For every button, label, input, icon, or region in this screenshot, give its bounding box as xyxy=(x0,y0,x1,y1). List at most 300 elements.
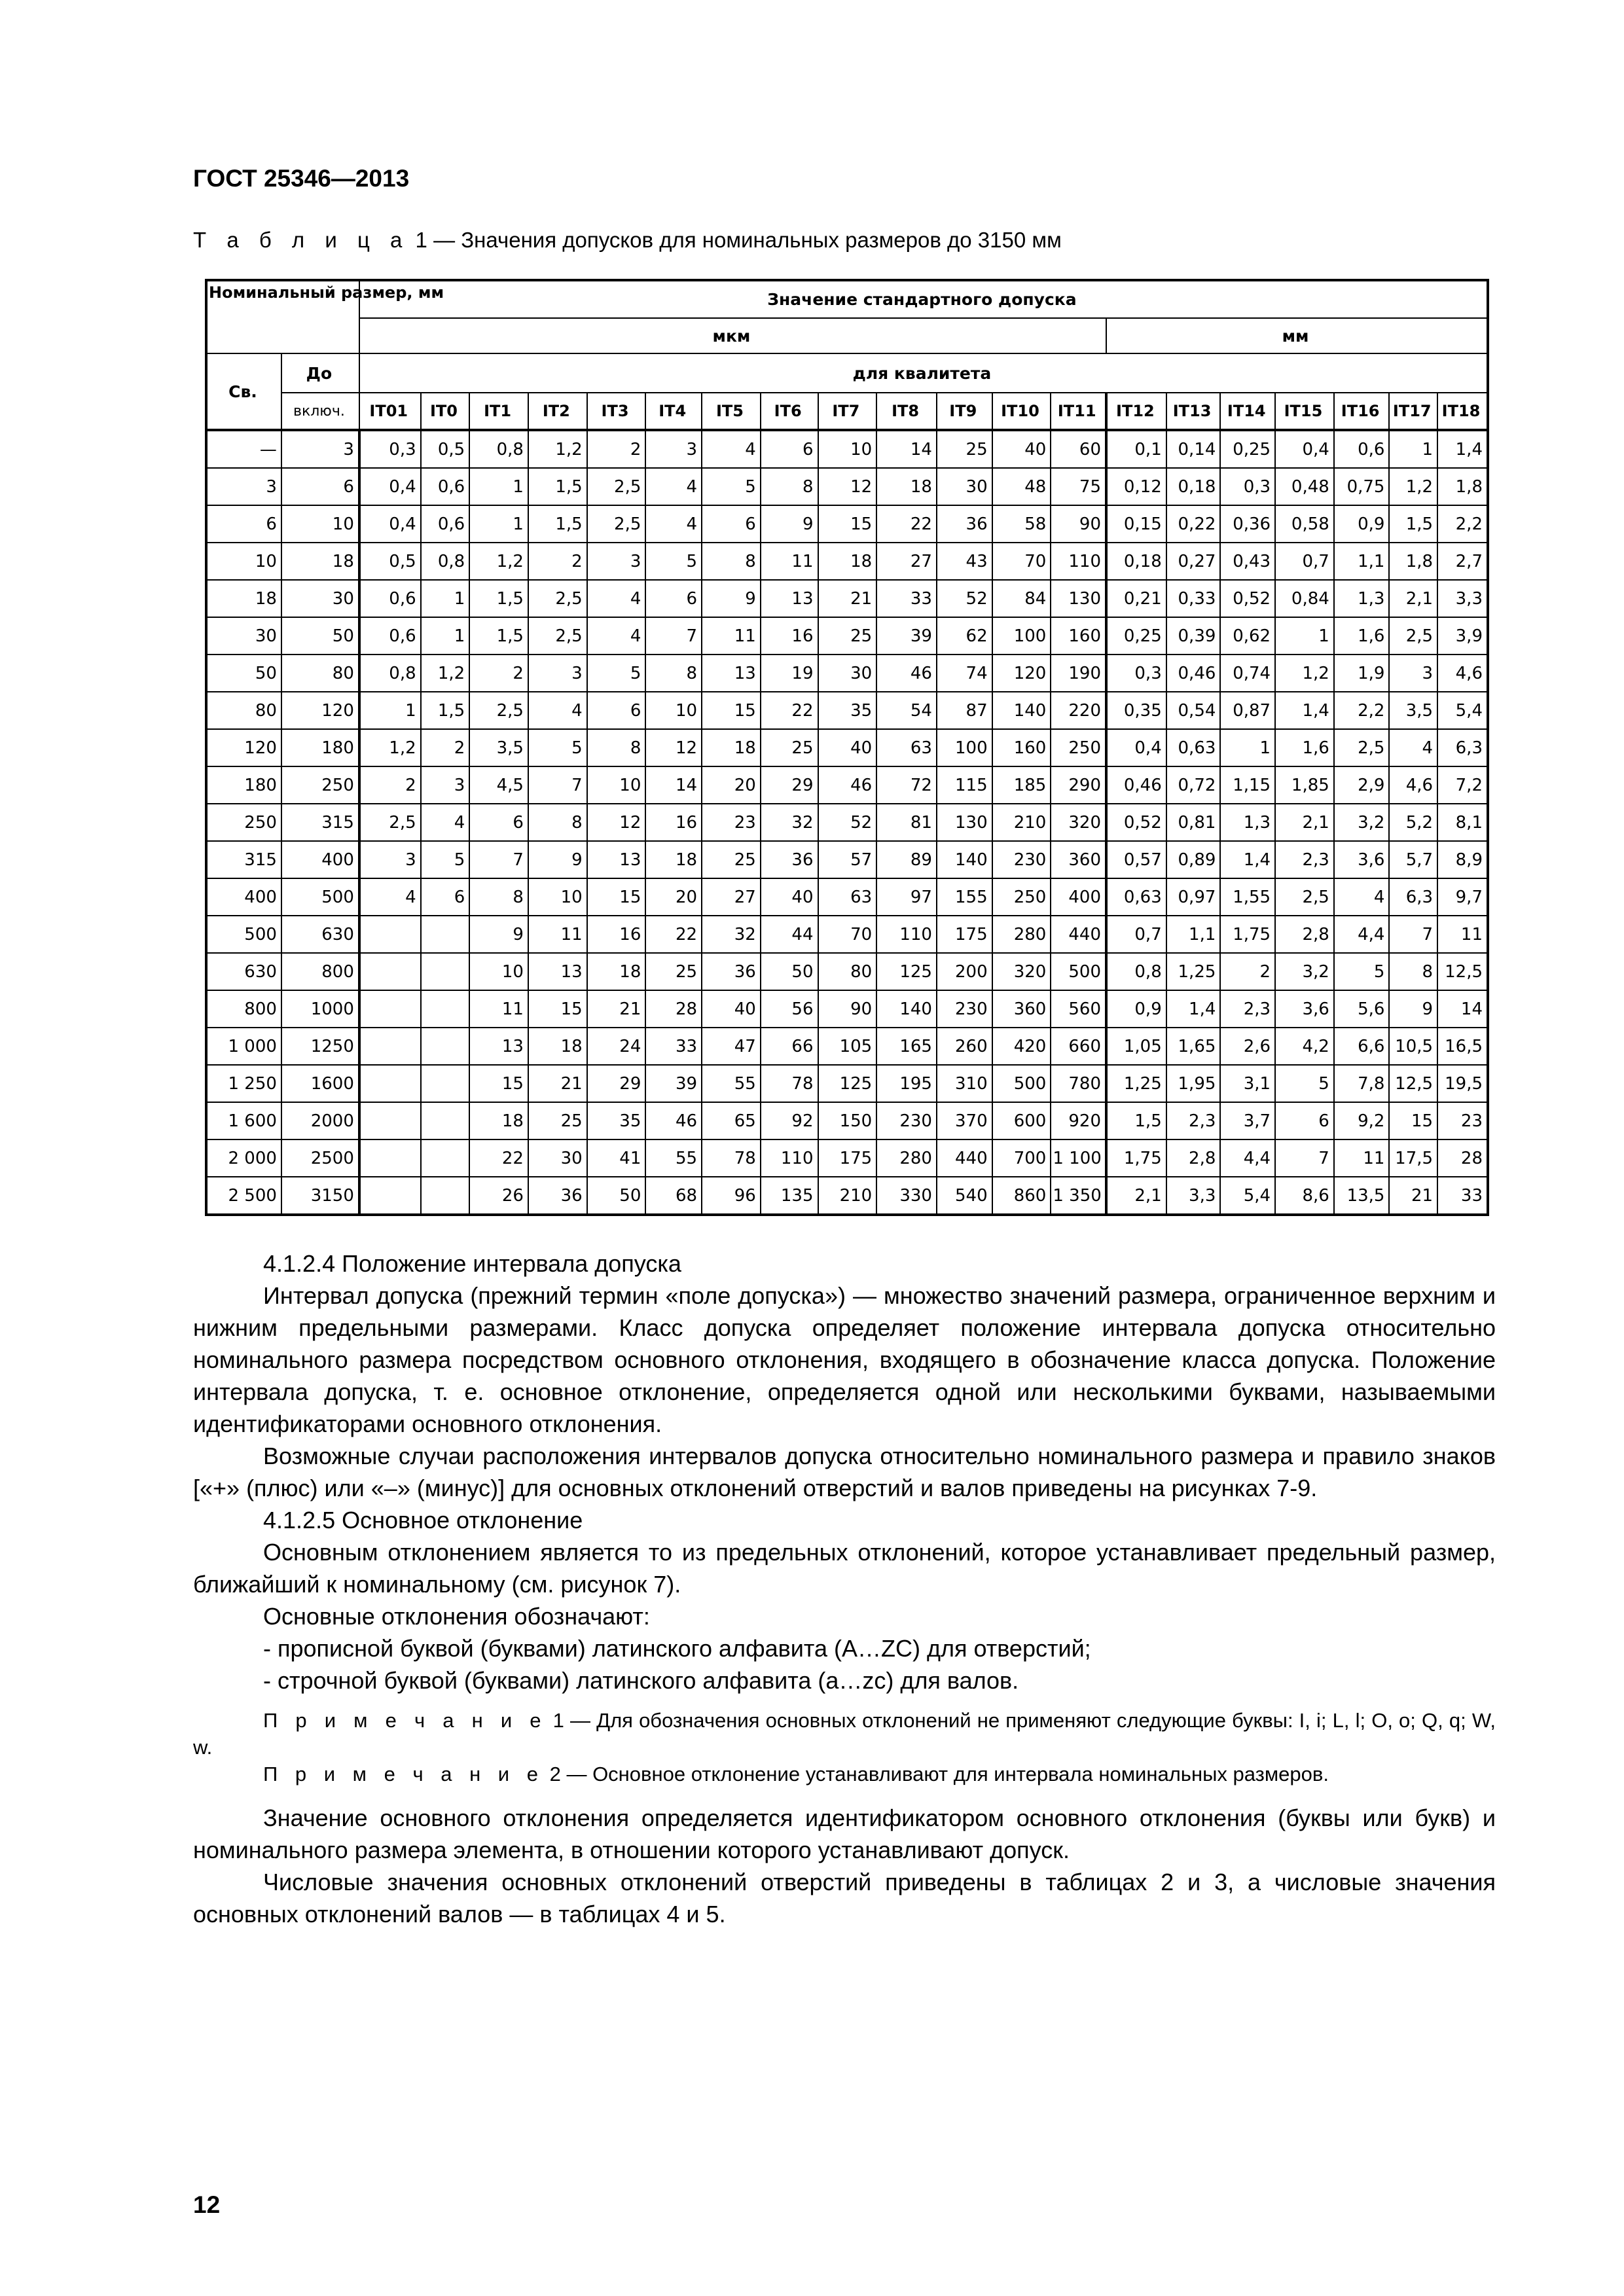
tolerance-cell: 2,1 xyxy=(1389,580,1437,617)
tolerance-cell: 18 xyxy=(469,1102,528,1139)
table-row xyxy=(206,1065,1488,1102)
tolerance-cell: 0,33 xyxy=(1166,580,1221,617)
tolerance-cell: 70 xyxy=(992,543,1051,580)
tolerance-cell: 4 xyxy=(421,804,470,841)
tolerance-cell: 0,4 xyxy=(359,468,421,505)
tolerance-cell: 23 xyxy=(702,804,761,841)
tolerance-cell: 220 xyxy=(1051,692,1106,729)
grade-header-it5: IT5 xyxy=(702,393,761,430)
tolerance-cell: 15 xyxy=(702,692,761,729)
tolerance-cell: 47 xyxy=(702,1028,761,1065)
range-from-cell: — xyxy=(206,430,281,468)
tolerance-cell: 36 xyxy=(761,841,818,878)
tolerance-cell: 560 xyxy=(1051,990,1106,1028)
tolerance-cell: 33 xyxy=(1437,1177,1488,1215)
range-to-cell: 500 xyxy=(281,878,359,916)
table-row xyxy=(206,580,1488,617)
tolerance-cell: 17,5 xyxy=(1389,1139,1437,1177)
range-to-cell: 250 xyxy=(281,766,359,804)
tolerance-cell: 7 xyxy=(528,766,587,804)
tolerance-cell: 140 xyxy=(937,841,992,878)
range-from-cell: 180 xyxy=(206,766,281,804)
tolerance-cell: 0,8 xyxy=(359,655,421,692)
tolerance-cell: 2,5 xyxy=(359,804,421,841)
tolerance-cell: 70 xyxy=(818,916,877,953)
tolerance-cell: 63 xyxy=(876,729,937,766)
range-to-cell: 50 xyxy=(281,617,359,655)
range-to-cell: 2000 xyxy=(281,1102,359,1139)
tolerance-cell: 52 xyxy=(818,804,877,841)
tolerance-cell: 22 xyxy=(876,505,937,543)
tolerance-cell: 320 xyxy=(1051,804,1106,841)
tolerance-cell: 25 xyxy=(528,1102,587,1139)
tolerance-cell: 29 xyxy=(761,766,818,804)
tolerance-cell: 13 xyxy=(587,841,646,878)
tolerance-cell: 5,2 xyxy=(1389,804,1437,841)
tolerance-cell xyxy=(359,1177,421,1215)
tolerance-cell: 0,46 xyxy=(1166,655,1221,692)
range-from-cell: 1 000 xyxy=(206,1028,281,1065)
range-to-cell: 120 xyxy=(281,692,359,729)
tolerance-cell: 1,1 xyxy=(1334,543,1390,580)
range-from-cell: 800 xyxy=(206,990,281,1028)
tolerance-cell: 110 xyxy=(876,916,937,953)
table-row xyxy=(206,1139,1488,1177)
tolerance-cell: 12 xyxy=(818,468,877,505)
tolerance-cell: 0,84 xyxy=(1275,580,1334,617)
paragraph-tolerance-interval: Интервал допуска (прежний термин «поле допуска») — множество значений размера, ограниченное верхним и нижним предельными размерами. Класс допуска определяет положение интервала допуска относительно номинального размера посредством основного отклонения, входящего в обозначение класса допуска. Положение интервала допуска, т. е. основное отклонение, определяется одной или несколькими буквами, называемыми идентификаторами основного отклонения. xyxy=(193,1282,1496,1437)
tolerance-cell: 210 xyxy=(818,1177,877,1215)
tolerance-cell: 12 xyxy=(587,804,646,841)
tolerance-cell: 0,81 xyxy=(1166,804,1221,841)
table-row xyxy=(206,468,1488,505)
tolerance-cell: 40 xyxy=(702,990,761,1028)
tolerance-cell xyxy=(421,1065,470,1102)
tolerance-cell xyxy=(421,990,470,1028)
tolerance-cell: 18 xyxy=(876,468,937,505)
tolerance-cell: 1 350 xyxy=(1051,1177,1106,1215)
tolerance-cell: 920 xyxy=(1051,1102,1106,1139)
tolerance-cell xyxy=(421,1102,470,1139)
tolerance-cell: 30 xyxy=(528,1139,587,1177)
tolerance-cell: 52 xyxy=(937,580,992,617)
range-to-cell: 1600 xyxy=(281,1065,359,1102)
tolerance-cell: 1,4 xyxy=(1437,430,1488,468)
paragraph-designation: Основные отклонения обозначают: xyxy=(263,1603,650,1630)
range-from-cell: 30 xyxy=(206,617,281,655)
grade-header-it10: IT10 xyxy=(992,393,1051,430)
tolerance-cell: 12,5 xyxy=(1389,1065,1437,1102)
tolerance-cell: 12 xyxy=(645,729,702,766)
tolerance-cell: 2 xyxy=(421,729,470,766)
tolerance-cell: 2,5 xyxy=(469,692,528,729)
tolerance-cell: 1,65 xyxy=(1166,1028,1221,1065)
tolerance-cell: 3,6 xyxy=(1275,990,1334,1028)
tolerance-cell: 87 xyxy=(937,692,992,729)
tolerance-cell: 18 xyxy=(702,729,761,766)
tolerance-cell: 0,74 xyxy=(1220,655,1275,692)
tolerance-cell: 3,6 xyxy=(1334,841,1390,878)
tolerance-cell: 6 xyxy=(702,505,761,543)
tolerance-cell: 28 xyxy=(645,990,702,1028)
tolerance-cell: 84 xyxy=(992,580,1051,617)
tolerance-cell: 3,9 xyxy=(1437,617,1488,655)
tolerance-cell: 9 xyxy=(761,505,818,543)
range-from-cell: 1 250 xyxy=(206,1065,281,1102)
tolerance-cell: 5,6 xyxy=(1334,990,1390,1028)
tolerance-cell: 1,5 xyxy=(528,505,587,543)
tolerance-cell: 9,7 xyxy=(1437,878,1488,916)
tolerance-cell: 360 xyxy=(1051,841,1106,878)
tolerance-cell: 1 100 xyxy=(1051,1139,1106,1177)
tolerance-cell: 30 xyxy=(937,468,992,505)
tolerance-cell: 0,52 xyxy=(1220,580,1275,617)
tolerance-cell: 2 xyxy=(359,766,421,804)
tolerance-cell: 1,5 xyxy=(1106,1102,1166,1139)
tolerance-cell: 1 xyxy=(1389,430,1437,468)
page-number: 12 xyxy=(193,2191,221,2218)
tolerance-cell: 150 xyxy=(818,1102,877,1139)
tolerance-cell: 0,9 xyxy=(1334,505,1390,543)
tolerance-cell: 2,8 xyxy=(1166,1139,1221,1177)
tolerance-cell: 2,7 xyxy=(1437,543,1488,580)
grade-header-it14: IT14 xyxy=(1220,393,1275,430)
table-row xyxy=(206,804,1488,841)
paragraph-tables-ref: Числовые значения основных отклонений отверстий приведены в таблицах 2 и 3, а числовые значения основных отклонений валов — в таблицах 4 и 5. xyxy=(193,1869,1496,1928)
tolerance-cell: 0,21 xyxy=(1106,580,1166,617)
tolerance-cell: 8,1 xyxy=(1437,804,1488,841)
tolerance-cell: 97 xyxy=(876,878,937,916)
list-item-shafts: - строчной буквой (буквами) латинского алфавита (a…zc) для валов. xyxy=(263,1667,1019,1694)
table-row xyxy=(206,543,1488,580)
range-from-cell: 2 000 xyxy=(206,1139,281,1177)
caption-prefix: Т а б л и ц а xyxy=(193,228,410,252)
range-from-cell: 500 xyxy=(206,916,281,953)
tolerance-cell: 0,15 xyxy=(1106,505,1166,543)
tolerance-cell: 110 xyxy=(1051,543,1106,580)
note-2-label: П р и м е ч а н и е xyxy=(263,1763,544,1785)
tolerance-cell xyxy=(359,1028,421,1065)
tolerance-cell: 4 xyxy=(528,692,587,729)
tolerance-cell: 2,2 xyxy=(1437,505,1488,543)
tolerance-cell: 6 xyxy=(421,878,470,916)
tolerance-cell: 230 xyxy=(937,990,992,1028)
tolerance-cell: 330 xyxy=(876,1177,937,1215)
range-to-cell: 800 xyxy=(281,953,359,990)
tolerance-cell: 0,22 xyxy=(1166,505,1221,543)
tolerance-cell: 56 xyxy=(761,990,818,1028)
tolerance-cell: 360 xyxy=(992,990,1051,1028)
tolerance-cell: 0,6 xyxy=(1334,430,1390,468)
tolerance-cell: 5,7 xyxy=(1389,841,1437,878)
tolerance-cell: 1 xyxy=(469,505,528,543)
tolerance-cell: 9,2 xyxy=(1334,1102,1390,1139)
tolerance-table-wrap xyxy=(205,279,1489,1216)
tolerance-cell: 4,5 xyxy=(469,766,528,804)
grade-header-it11: IT11 xyxy=(1051,393,1106,430)
note-1 xyxy=(193,1707,1496,1761)
tolerance-cell: 19,5 xyxy=(1437,1065,1488,1102)
tolerance-cell: 230 xyxy=(992,841,1051,878)
tolerance-cell: 90 xyxy=(1051,505,1106,543)
tolerance-cell: 29 xyxy=(587,1065,646,1102)
tolerance-cell: 140 xyxy=(992,692,1051,729)
tolerance-cell: 15 xyxy=(1389,1102,1437,1139)
unit-mm-header: мм xyxy=(1106,318,1488,353)
standard-header: ГОСТ 25346—2013 xyxy=(193,165,410,192)
tolerance-cell: 0,6 xyxy=(421,468,470,505)
note-2 xyxy=(193,1761,1496,1787)
from-header: Св. xyxy=(206,353,281,430)
tolerance-cell: 21 xyxy=(528,1065,587,1102)
tolerance-cell: 16,5 xyxy=(1437,1028,1488,1065)
tolerance-cell: 2,5 xyxy=(587,505,646,543)
range-to-cell: 400 xyxy=(281,841,359,878)
range-from-cell: 630 xyxy=(206,953,281,990)
tolerance-cell: 0,6 xyxy=(359,617,421,655)
tolerance-cell: 2 xyxy=(1220,953,1275,990)
tolerance-cell: 0,3 xyxy=(359,430,421,468)
tolerance-cell: 0,4 xyxy=(359,505,421,543)
tolerance-cell: 5 xyxy=(1275,1065,1334,1102)
range-to-cell: 30 xyxy=(281,580,359,617)
range-to-cell: 80 xyxy=(281,655,359,692)
note-2-text: 2 — Основное отклонение устанавливают для интервала номинальных размеров. xyxy=(543,1763,1329,1785)
tolerance-cell: 700 xyxy=(992,1139,1051,1177)
tolerance-cell: 1,75 xyxy=(1106,1139,1166,1177)
tolerance-cell: 13 xyxy=(702,655,761,692)
tolerance-cell: 0,4 xyxy=(1106,729,1166,766)
tolerance-cell: 89 xyxy=(876,841,937,878)
tolerance-cell: 160 xyxy=(1051,617,1106,655)
tolerance-cell: 0,7 xyxy=(1275,543,1334,580)
tolerance-cell: 40 xyxy=(992,430,1051,468)
tolerance-cell: 310 xyxy=(937,1065,992,1102)
tolerance-cell: 1,3 xyxy=(1334,580,1390,617)
tolerance-cell: 3,3 xyxy=(1437,580,1488,617)
tolerance-cell: 4,4 xyxy=(1334,916,1390,953)
tolerance-cell: 20 xyxy=(702,766,761,804)
tolerance-cell: 115 xyxy=(937,766,992,804)
tolerance-cell: 3,5 xyxy=(469,729,528,766)
table-row xyxy=(206,430,1488,468)
tolerance-cell: 21 xyxy=(818,580,877,617)
tolerance-cell: 10 xyxy=(469,953,528,990)
tolerance-cell: 250 xyxy=(992,878,1051,916)
paragraph-value: Значение основного отклонения определяется идентификатором основного отклонения (буквы или букв) и номинального размера элемента, в отношении которого устанавливают допуск. xyxy=(193,1804,1496,1863)
tolerance-table xyxy=(205,279,1489,1216)
tolerance-cell: 1,55 xyxy=(1220,878,1275,916)
paragraph-cases: Возможные случаи расположения интервалов допуска относительно номинального размера и правило знаков [«+» (плюс) или «–» (минус)] для основных отклонений отверстий и валов приведены на рисунках 7-9. xyxy=(193,1443,1496,1501)
tolerance-cell: 50 xyxy=(761,953,818,990)
tolerance-cell: 0,25 xyxy=(1220,430,1275,468)
tolerance-cell: 25 xyxy=(818,617,877,655)
tolerance-cell: 0,8 xyxy=(469,430,528,468)
grade-header-it7: IT7 xyxy=(818,393,877,430)
tolerance-cell: 26 xyxy=(469,1177,528,1215)
tolerance-cell: 11 xyxy=(761,543,818,580)
tolerance-cell: 10 xyxy=(528,878,587,916)
tolerance-cell: 10,5 xyxy=(1389,1028,1437,1065)
tolerance-cell: 1,4 xyxy=(1220,841,1275,878)
tolerance-cell: 1,5 xyxy=(469,580,528,617)
tolerance-cell: 165 xyxy=(876,1028,937,1065)
tolerance-cell xyxy=(421,1177,470,1215)
tolerance-cell: 440 xyxy=(1051,916,1106,953)
tolerance-cell: 135 xyxy=(761,1177,818,1215)
grade-header-it16: IT16 xyxy=(1334,393,1390,430)
tolerance-cell: 9 xyxy=(528,841,587,878)
tolerance-cell: 210 xyxy=(992,804,1051,841)
tolerance-cell: 600 xyxy=(992,1102,1051,1139)
tolerance-cell: 57 xyxy=(818,841,877,878)
tolerance-cell: 74 xyxy=(937,655,992,692)
tolerance-cell: 660 xyxy=(1051,1028,1106,1065)
tolerance-cell: 280 xyxy=(992,916,1051,953)
tolerance-cell: 2,5 xyxy=(528,617,587,655)
tolerance-cell: 11 xyxy=(702,617,761,655)
tolerance-cell: 0,18 xyxy=(1166,468,1221,505)
tolerance-cell: 5 xyxy=(702,468,761,505)
tolerance-cell: 3,5 xyxy=(1389,692,1437,729)
tolerance-cell: 9 xyxy=(1389,990,1437,1028)
tolerance-cell: 0,54 xyxy=(1166,692,1221,729)
tolerance-cell: 46 xyxy=(645,1102,702,1139)
tolerance-cell: 1 xyxy=(1275,617,1334,655)
tolerance-cell: 1 xyxy=(421,617,470,655)
tolerance-cell: 25 xyxy=(937,430,992,468)
tolerance-cell: 2,9 xyxy=(1334,766,1390,804)
tolerance-cell: 39 xyxy=(876,617,937,655)
tolerance-cell: 400 xyxy=(1051,878,1106,916)
tolerance-cell: 1,75 xyxy=(1220,916,1275,953)
tolerance-cell: 78 xyxy=(761,1065,818,1102)
tolerance-cell: 0,5 xyxy=(421,430,470,468)
caption-text: 1 — Значения допусков для номинальных размеров до 3150 мм xyxy=(409,228,1062,252)
tolerance-cell: 18 xyxy=(818,543,877,580)
list-item-holes: - прописной буквой (буквами) латинского алфавита (A…ZC) для отверстий; xyxy=(263,1635,1091,1662)
tolerance-cell: 68 xyxy=(645,1177,702,1215)
range-from-cell: 80 xyxy=(206,692,281,729)
tolerance-cell: 8 xyxy=(1389,953,1437,990)
tolerance-cell: 6,3 xyxy=(1389,878,1437,916)
tolerance-cell xyxy=(421,1139,470,1177)
tolerance-cell: 125 xyxy=(818,1065,877,1102)
tolerance-cell: 200 xyxy=(937,953,992,990)
tolerance-cell: 58 xyxy=(992,505,1051,543)
tolerance-cell: 3 xyxy=(421,766,470,804)
tolerance-cell: 30 xyxy=(818,655,877,692)
tolerance-cell: 0,8 xyxy=(1106,953,1166,990)
tolerance-cell: 7 xyxy=(1275,1139,1334,1177)
tolerance-cell: 860 xyxy=(992,1177,1051,1215)
tolerance-cell: 440 xyxy=(937,1139,992,1177)
tolerance-cell xyxy=(421,953,470,990)
tolerance-cell: 21 xyxy=(587,990,646,1028)
tolerance-cell xyxy=(359,1102,421,1139)
tolerance-cell: 11 xyxy=(469,990,528,1028)
tolerance-cell: 1,25 xyxy=(1106,1065,1166,1102)
tolerance-cell: 3,2 xyxy=(1334,804,1390,841)
tolerance-cell: 0,1 xyxy=(1106,430,1166,468)
tolerance-cell: 5,4 xyxy=(1220,1177,1275,1215)
tolerance-cell: 1,6 xyxy=(1275,729,1334,766)
section-heading-4124: 4.1.2.4 Положение интервала допуска xyxy=(263,1250,681,1277)
tolerance-cell: 43 xyxy=(937,543,992,580)
tolerance-cell: 24 xyxy=(587,1028,646,1065)
tolerance-cell: 1,85 xyxy=(1275,766,1334,804)
tolerance-cell: 22 xyxy=(469,1139,528,1177)
tolerance-cell: 4 xyxy=(645,468,702,505)
tolerance-cell: 27 xyxy=(702,878,761,916)
tolerance-cell: 35 xyxy=(818,692,877,729)
tolerance-cell: 78 xyxy=(702,1139,761,1177)
tolerance-cell: 10 xyxy=(587,766,646,804)
tolerance-cell: 2,3 xyxy=(1220,990,1275,1028)
tolerance-cell: 2,8 xyxy=(1275,916,1334,953)
tolerance-cell: 46 xyxy=(876,655,937,692)
range-from-cell: 400 xyxy=(206,878,281,916)
tolerance-cell: 0,12 xyxy=(1106,468,1166,505)
tolerance-cell: 0,97 xyxy=(1166,878,1221,916)
tolerance-cell: 4 xyxy=(1334,878,1390,916)
tolerance-cell: 500 xyxy=(992,1065,1051,1102)
tolerance-cell: 120 xyxy=(992,655,1051,692)
tolerance-cell: 25 xyxy=(645,953,702,990)
tolerance-cell: 4 xyxy=(587,617,646,655)
tolerance-cell: 1,15 xyxy=(1220,766,1275,804)
grade-header-it12: IT12 xyxy=(1106,393,1166,430)
grade-header-it1: IT1 xyxy=(469,393,528,430)
range-from-cell: 18 xyxy=(206,580,281,617)
tolerance-cell: 4,4 xyxy=(1220,1139,1275,1177)
tolerance-cell: 320 xyxy=(992,953,1051,990)
tolerance-cell: 2,5 xyxy=(1389,617,1437,655)
tolerance-cell: 4,6 xyxy=(1437,655,1488,692)
tolerance-cell: 0,27 xyxy=(1166,543,1221,580)
tolerance-cell: 5 xyxy=(528,729,587,766)
tolerance-cell: 175 xyxy=(937,916,992,953)
tolerance-cell: 1,8 xyxy=(1437,468,1488,505)
tolerance-cell: 1,5 xyxy=(469,617,528,655)
table-row xyxy=(206,841,1488,878)
tolerance-cell: 1 xyxy=(1220,729,1275,766)
tolerance-cell: 280 xyxy=(876,1139,937,1177)
tolerance-cell: 2,5 xyxy=(587,468,646,505)
tolerance-cell: 8 xyxy=(469,878,528,916)
table-row xyxy=(206,655,1488,692)
tolerance-cell: 55 xyxy=(645,1139,702,1177)
tolerance-cell: 40 xyxy=(818,729,877,766)
tolerance-cell: 46 xyxy=(818,766,877,804)
tolerance-cell: 27 xyxy=(876,543,937,580)
tolerance-cell: 36 xyxy=(528,1177,587,1215)
tolerance-cell: 81 xyxy=(876,804,937,841)
range-from-cell: 50 xyxy=(206,655,281,692)
tolerance-cell: 25 xyxy=(761,729,818,766)
tolerance-cell: 1,2 xyxy=(1389,468,1437,505)
tolerance-cell xyxy=(359,990,421,1028)
tolerance-cell: 22 xyxy=(645,916,702,953)
table-row xyxy=(206,729,1488,766)
table-row xyxy=(206,505,1488,543)
tolerance-cell: 92 xyxy=(761,1102,818,1139)
tolerance-cell: 185 xyxy=(992,766,1051,804)
tolerance-cell: 0,63 xyxy=(1106,878,1166,916)
tolerance-cell: 0,5 xyxy=(359,543,421,580)
tolerance-cell: 1,5 xyxy=(421,692,470,729)
range-to-cell: 630 xyxy=(281,916,359,953)
